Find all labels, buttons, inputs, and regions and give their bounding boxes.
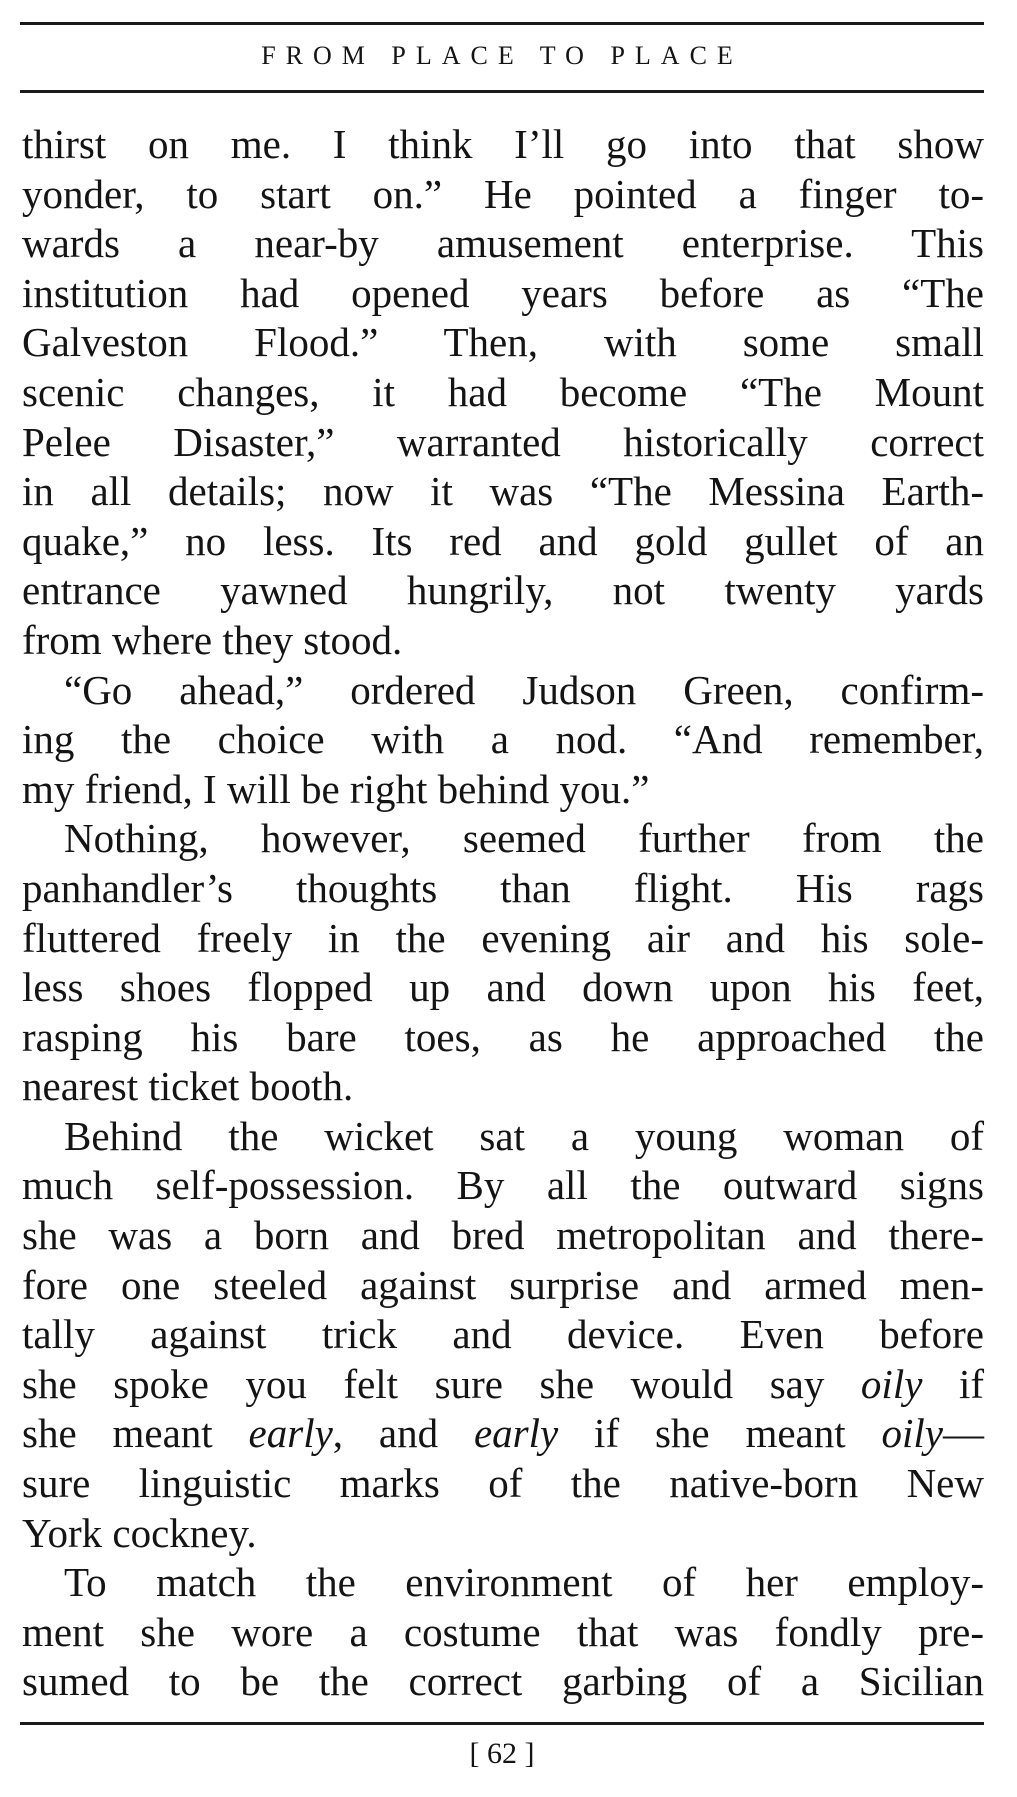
text-line: panhandler’s thoughts than flight. His rags xyxy=(22,864,984,911)
text-line: less shoes flopped up and down upon his feet, xyxy=(22,964,984,1011)
italic-word: early xyxy=(248,1410,333,1457)
text-line: from where they stood. xyxy=(22,616,403,663)
header-rule xyxy=(20,90,984,93)
italic-word: oily xyxy=(881,1410,943,1457)
text-line xyxy=(22,1360,984,1410)
text-line: scenic changes, it had become “The Mount xyxy=(22,368,984,415)
text-line: rasping his bare toes, as he approached the xyxy=(22,1013,984,1060)
text-line: wards a near-by amusement enterprise. This xyxy=(22,220,984,267)
text-run: she spoke you felt sure she would say xyxy=(22,1360,861,1407)
text-run: , and xyxy=(332,1410,474,1457)
text-line: tally against trick and device. Even before xyxy=(22,1311,984,1358)
text-line: ing the choice with a nod. “And remember, xyxy=(22,716,984,763)
text-line: ment she wore a costume that was fondly pre- xyxy=(22,1608,984,1655)
text-line: fluttered freely in the evening air and his sole- xyxy=(22,914,984,961)
text-line: institution had opened years before as “The xyxy=(22,269,984,316)
italic-word: early xyxy=(473,1410,559,1457)
text-line: fore one steeled against surprise and armed men- xyxy=(22,1261,984,1308)
text-run: if xyxy=(922,1360,984,1407)
text-line: Behind the wicket sat a young woman of xyxy=(64,1112,984,1159)
text-line: yonder, to start on.” He pointed a finger to- xyxy=(22,170,984,217)
body-text xyxy=(22,120,984,1707)
text-line: entrance yawned hungrily, not twenty yards xyxy=(22,567,984,614)
text-line: sure linguistic marks of the native-born New xyxy=(22,1460,984,1507)
footer-rule xyxy=(20,1722,984,1725)
text-line: quake,” no less. Its red and gold gullet of an xyxy=(22,517,984,564)
text-line: sumed to be the correct garbing of a Sicilian xyxy=(22,1658,984,1705)
text-line: To match the environment of her employ- xyxy=(64,1559,984,1606)
italic-word: oily xyxy=(860,1360,923,1407)
text-line xyxy=(22,1409,984,1459)
text-line: York cockney. xyxy=(22,1509,257,1556)
text-line: thirst on me. I think I’ll go into that show xyxy=(22,121,984,167)
text-line: Galveston Flood.” Then, with some small xyxy=(22,319,984,366)
text-line: much self-possession. By all the outward signs xyxy=(22,1162,984,1209)
running-head: FROM PLACE TO PLACE xyxy=(261,41,743,70)
text-run: she meant xyxy=(22,1410,249,1457)
text-run: if she meant xyxy=(558,1410,882,1457)
text-line: my friend, I will be right behind you.” xyxy=(22,765,650,812)
text-line: nearest ticket booth. xyxy=(22,1063,354,1110)
text-line: “Go ahead,” ordered Judson Green, confirm- xyxy=(64,666,984,713)
text-line: Pelee Disaster,” warranted historically correct xyxy=(22,418,984,465)
text-line: in all details; now it was “The Messina Earth- xyxy=(22,468,984,515)
top-rule xyxy=(20,22,984,25)
page-number: [ 62 ] xyxy=(469,1737,535,1770)
text-line: Nothing, however, seemed further from the xyxy=(64,815,984,862)
text-run: — xyxy=(942,1410,984,1457)
text-line: she was a born and bred metropolitan and there- xyxy=(22,1212,984,1259)
